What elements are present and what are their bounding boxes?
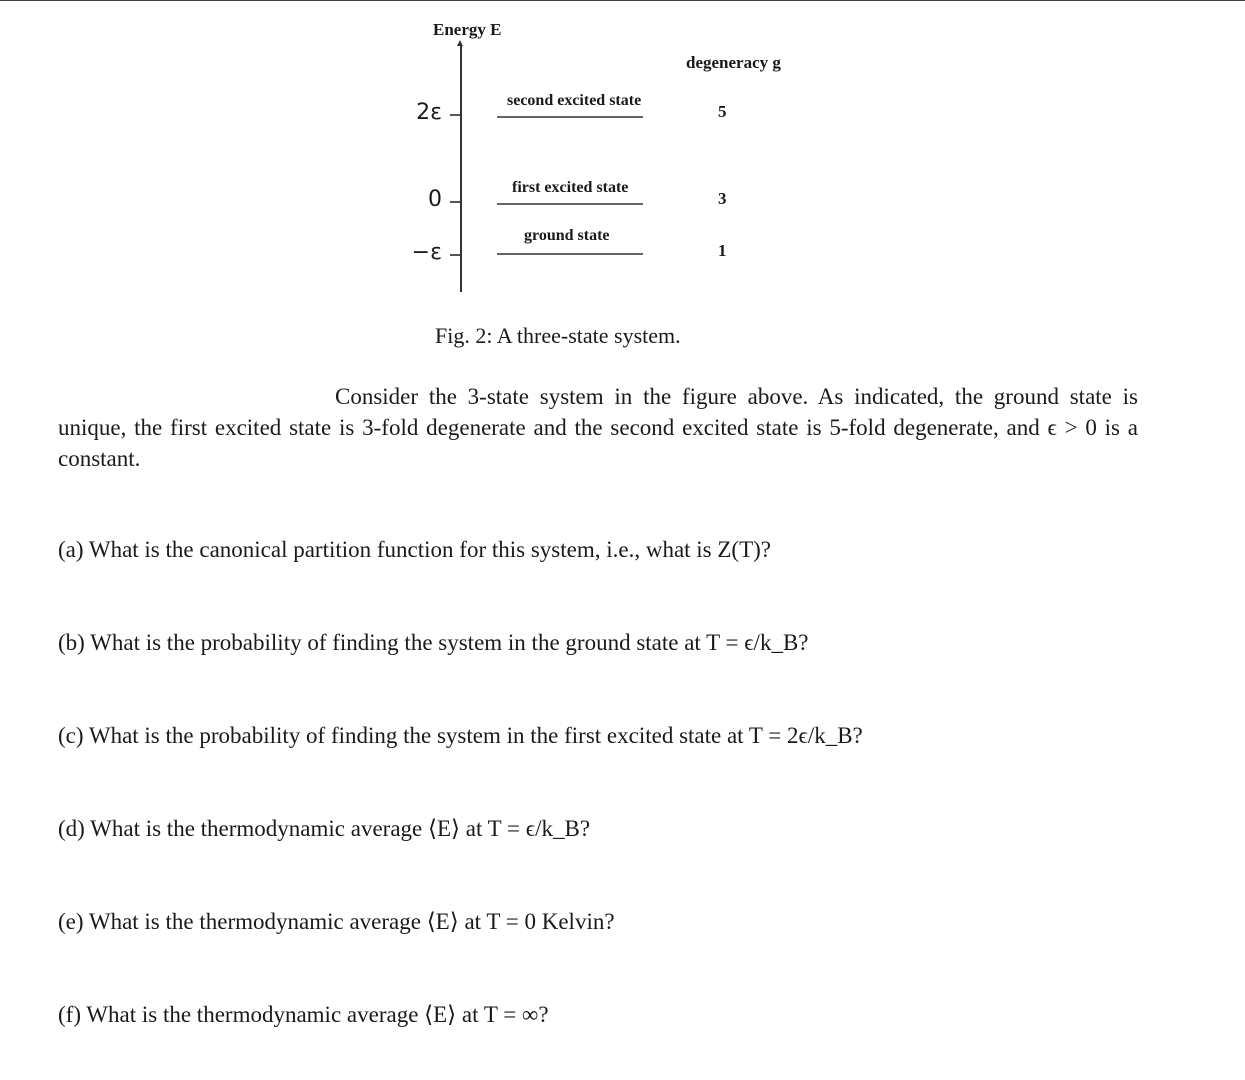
tick-label-2eps: 2ε (416, 100, 442, 125)
question-a: (a) What is the canonical partition function for this system, i.e., what is Z(T)? (58, 537, 772, 562)
figure-caption: Fig. 2: A three-state system. (435, 323, 681, 348)
level-line-ground (497, 253, 643, 255)
degeneracy-header: degeneracy g (686, 53, 781, 72)
level-label-second-excited: second excited state (507, 92, 642, 109)
question-d: (d) What is the thermodynamic average ⟨E⟩ at T = ϵ/k_B? (58, 816, 591, 841)
tick-2eps (450, 114, 460, 116)
intro-paragraph: Consider the 3-state system in the figure above. As indicated, the ground state is unique, the first excited state is 3-fold degenerate and the second excited state is 5-fold degenerate, and ϵ > 0 is a constant. (58, 384, 1138, 471)
tick-label-neg-eps: −ε (411, 240, 442, 265)
degeneracy-second-excited: 5 (718, 102, 727, 121)
energy-axis (460, 44, 462, 292)
question-c: (c) What is the probability of finding the system in the first excited state at T = 2ϵ/k_B? (58, 723, 863, 748)
tick-label-0: 0 (428, 187, 442, 212)
question-b: (b) What is the probability of finding the system in the ground state at T = ϵ/k_B? (58, 630, 809, 655)
degeneracy-first-excited: 3 (718, 189, 727, 208)
tick-0 (450, 201, 460, 203)
energy-level-diagram (0, 0, 1245, 348)
question-f: (f) What is the thermodynamic average ⟨E⟩ at T = ∞? (58, 1002, 549, 1027)
level-line-first-excited (497, 203, 643, 205)
tick-neg-eps (450, 254, 460, 256)
question-e: (e) What is the thermodynamic average ⟨E⟩ at T = 0 Kelvin? (58, 909, 615, 934)
level-label-ground: ground state (524, 227, 610, 244)
degeneracy-ground: 1 (718, 241, 727, 260)
level-label-first-excited: first excited state (512, 179, 629, 196)
y-axis-label: Energy E (433, 20, 502, 39)
level-line-second-excited (497, 116, 643, 118)
